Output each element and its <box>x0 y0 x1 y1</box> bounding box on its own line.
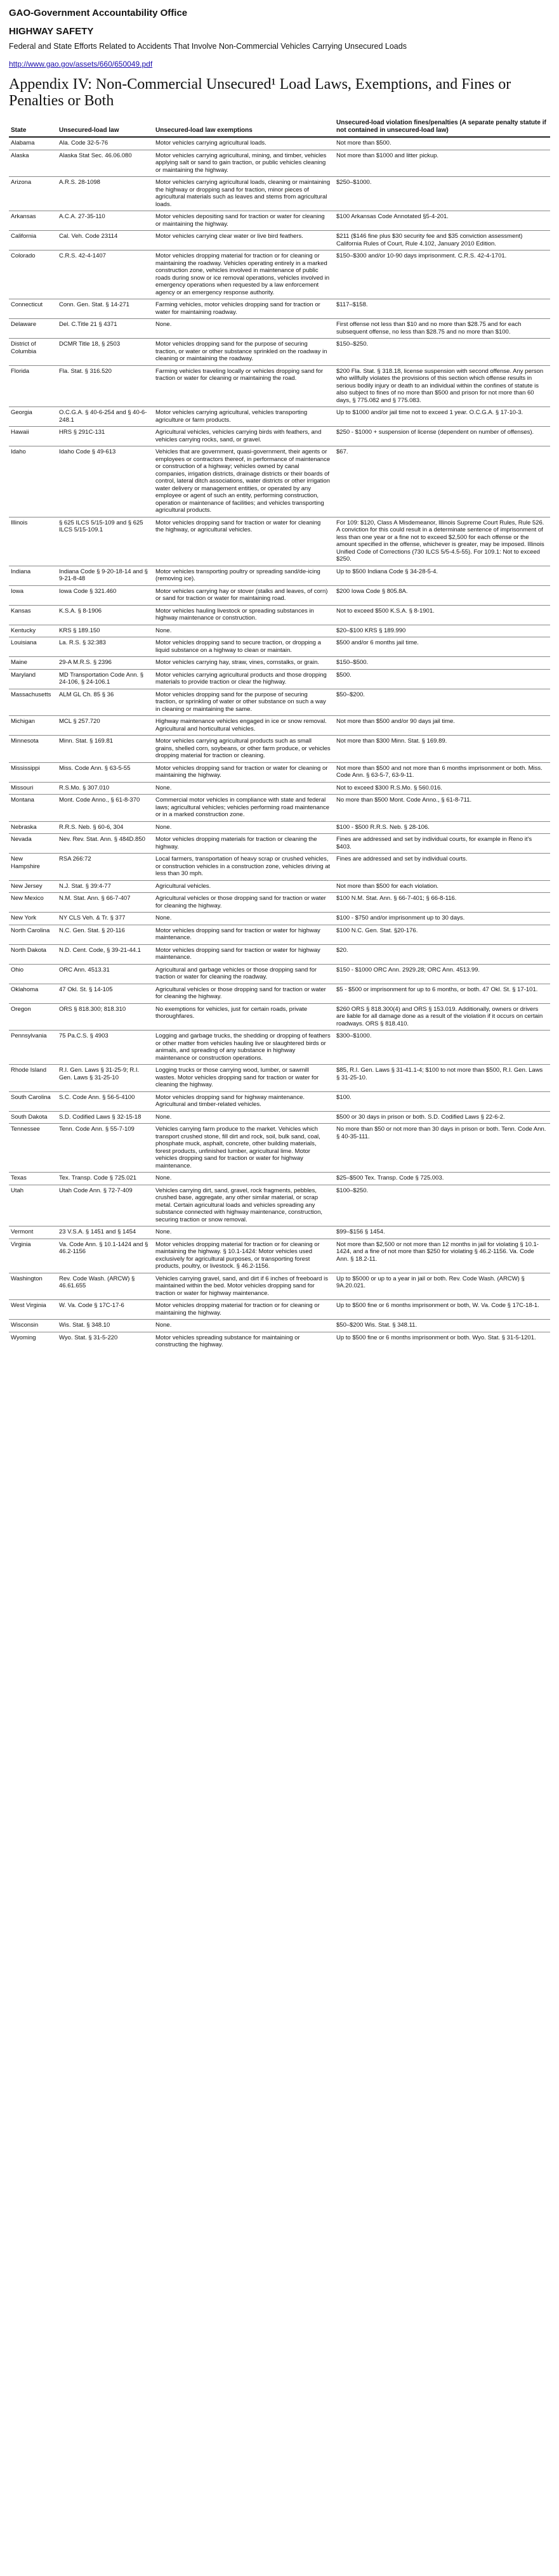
law-cell: Va. Code Ann. § 10.1-1424 and § 46.2-1156 <box>57 1239 154 1273</box>
table-row <box>9 669 550 689</box>
fines-cell: Fines are addressed and set by individual courts. <box>334 854 550 881</box>
law-cell: § 625 ILCS 5/15-109 and § 625 ILCS 5/15-109.1 <box>57 517 154 566</box>
state-cell: Maryland <box>9 669 57 689</box>
exemptions-cell: Agricultural and garbage vehicles or those dropping sand for traction or water for cleaning the roadway. <box>154 964 334 984</box>
exemptions-cell: None. <box>154 1320 334 1332</box>
report-pdf-link[interactable]: http://www.gao.gov/assets/660/650049.pdf <box>9 60 153 68</box>
exemptions-cell: Motor vehicles dropping sand for traction or water for highway maintenance. <box>154 925 334 944</box>
state-cell: Tennessee <box>9 1124 57 1173</box>
exemptions-cell: Motor vehicles carrying agricultural products and those dropping materials to provide traction or clear the highway. <box>154 669 334 689</box>
state-cell: Utah <box>9 1185 57 1226</box>
state-cell: Montana <box>9 795 57 822</box>
column-header-state: State <box>9 118 57 137</box>
state-cell: New Jersey <box>9 880 57 893</box>
exemptions-cell: None. <box>154 821 334 834</box>
exemptions-cell: Farming vehicles traveling locally or vehicles dropping sand for traction or water for cleaning or maintaining the road. <box>154 365 334 407</box>
exemptions-cell: No exemptions for vehicles, just for certain roads, private thoroughfares. <box>154 1003 334 1031</box>
exemptions-cell: Agricultural vehicles, vehicles carrying birds with feathers, and vehicles carrying rocks, sand, or gravel. <box>154 427 334 446</box>
exemptions-cell: Agricultural vehicles or those dropping sand for traction or water for cleaning the highway. <box>154 984 334 1003</box>
table-row <box>9 1226 550 1239</box>
fines-cell: Not more than $500 and/or 90 days jail time. <box>334 716 550 736</box>
table-row <box>9 177 550 211</box>
table-row <box>9 250 550 299</box>
law-cell: Cal. Veh. Code 23114 <box>57 231 154 250</box>
fines-cell: $250–$1000. <box>334 177 550 211</box>
table-row <box>9 1239 550 1273</box>
fines-cell: $150 - $1000 ORC Ann. 2929.28; ORC Ann. 4513.99. <box>334 964 550 984</box>
state-cell: Delaware <box>9 319 57 339</box>
column-header-law: Unsecured-load law <box>57 118 154 137</box>
table-row <box>9 407 550 427</box>
law-cell: ORC Ann. 4513.31 <box>57 964 154 984</box>
fines-cell: Not more than $500 and not more than 6 months imprisonment or both. Miss. Code Ann. § 63-5-7, 63-9-11. <box>334 762 550 782</box>
fines-cell: $150–$300 and/or 10-90 days imprisonment. C.R.S. 42-4-1701. <box>334 250 550 299</box>
table-body <box>9 137 550 1351</box>
table-row <box>9 1111 550 1124</box>
law-cell: R.R.S. Neb. § 60-6, 304 <box>57 821 154 834</box>
state-cell: Mississippi <box>9 762 57 782</box>
fines-cell: Up to $500 fine or 6 months imprisonment or both, W. Va. Code § 17C-18-1. <box>334 1300 550 1320</box>
table-row <box>9 854 550 881</box>
fines-cell: $200 Fla. Stat. § 318.18, license suspension with second offense. Any person who willfully violates the provisions of this section which offense results in serious bodily injury or death to an individual within the confines of statute is also subject to fines of no more than $500 and prison for not more than 60 days, § 775.082 and § 775.083. <box>334 365 550 407</box>
table-row <box>9 984 550 1003</box>
state-cell: Wyoming <box>9 1332 57 1351</box>
table-row <box>9 782 550 795</box>
exemptions-cell: Motor vehicles carrying agricultural, vehicles transporting agriculture or farm products. <box>154 407 334 427</box>
fines-cell: Not more than $500. <box>334 137 550 150</box>
law-cell: N.J. Stat. § 39:4-77 <box>57 880 154 893</box>
law-cell: N.C. Gen. Stat. § 20-116 <box>57 925 154 944</box>
table-row <box>9 795 550 822</box>
state-cell: North Carolina <box>9 925 57 944</box>
law-cell: Del. C.Title 21 § 4371 <box>57 319 154 339</box>
state-cell: New York <box>9 913 57 925</box>
state-cell: Nevada <box>9 834 57 854</box>
state-cell: Georgia <box>9 407 57 427</box>
state-cell: Minnesota <box>9 736 57 763</box>
state-cell: North Dakota <box>9 944 57 964</box>
exemptions-cell: Highway maintenance vehicles engaged in ice or snow removal. Agricultural and horticultural vehicles. <box>154 716 334 736</box>
table-row <box>9 299 550 319</box>
law-cell: DCMR Title 18, § 2503 <box>57 339 154 366</box>
law-cell: KRS § 189.150 <box>57 625 154 637</box>
state-cell: Pennsylvania <box>9 1031 57 1065</box>
state-cell: California <box>9 231 57 250</box>
fines-cell: $260 ORS § 818.300(4) and ORS § 153.019. Additionally, owners or drivers are liable for all damage done as a result of the violation if it occurs on certain roadways. ORS § 818.410. <box>334 1003 550 1031</box>
exemptions-cell: Motor vehicles dropping sand for traction or water for highway maintenance. <box>154 944 334 964</box>
state-cell: Massachusetts <box>9 689 57 716</box>
law-cell: Ala. Code 32-5-76 <box>57 137 154 150</box>
state-cell: Nebraska <box>9 821 57 834</box>
table-header-row <box>9 118 550 137</box>
law-cell: Mont. Code Anno., § 61-8-370 <box>57 795 154 822</box>
fines-cell: $50–$200 Wis. Stat. § 348.11. <box>334 1320 550 1332</box>
table-row <box>9 1065 550 1092</box>
state-cell: Arizona <box>9 177 57 211</box>
state-cell: Florida <box>9 365 57 407</box>
fines-cell: Not to exceed $500 K.S.A. § 8-1901. <box>334 605 550 625</box>
exemptions-cell: Vehicles carrying farm produce to the market. Vehicles which transport crushed stone, fill dirt and rock, soil, bulk sand, coal, phosphate muck, asphalt, concrete, other building materials, forest products, unfinished lumber, agricultural lime. Motor vehicles dropping sand for traction or water for highway maintenance. <box>154 1124 334 1173</box>
fines-cell: Up to $500 fine or 6 months imprisonment or both. Wyo. Stat. § 31-5-1201. <box>334 1332 550 1351</box>
law-cell: Alaska Stat Sec. 46.06.080 <box>57 150 154 177</box>
state-cell: New Hampshire <box>9 854 57 881</box>
exemptions-cell: Motor vehicles carrying agricultural, mining, and timber, vehicles applying salt or sand to gain traction, or public vehicles cleaning or maintaining the highway. <box>154 150 334 177</box>
state-cell: Connecticut <box>9 299 57 319</box>
table-row <box>9 1273 550 1300</box>
law-cell: Miss. Code Ann. § 63-5-55 <box>57 762 154 782</box>
fines-cell: Not more than $2,500 or not more than 12 months in jail for violating § 10.1-1424, and a fine of not more than $250 for violating § 46.2-1156. Va. Code Ann. § 18.2-11. <box>334 1239 550 1273</box>
exemptions-cell: Logging and garbage trucks, the shedding or dropping of feathers or other matter from vehicles hauling live or slaughtered birds or animals, and spreading of any substance in highway maintenance or construction operations. <box>154 1031 334 1065</box>
table-row <box>9 944 550 964</box>
fines-cell: First offense not less than $10 and no more than $28.75 and for each subsequent offense, no less than $28.75 and no more than $100. <box>334 319 550 339</box>
table-row <box>9 821 550 834</box>
document-header <box>0 0 559 109</box>
fines-cell: $100–$250. <box>334 1185 550 1226</box>
exemptions-cell: Motor vehicles carrying agricultural loads, cleaning or maintaining the highway or dropping sand for traction, minor pieces of agricultural materials such as leaves and stems from agricultural loads. <box>154 177 334 211</box>
fines-cell: $50–$200. <box>334 689 550 716</box>
fines-cell: No more than $500 Mont. Code Anno., § 61-8-711. <box>334 795 550 822</box>
exemptions-cell: Motor vehicles dropping sand for traction or water for cleaning the highway, or agricultural vehicles. <box>154 517 334 566</box>
table-row <box>9 716 550 736</box>
law-cell: Fla. Stat. § 316.520 <box>57 365 154 407</box>
column-header-fines: Unsecured-load violation fines/penalties (A separate penalty statute if not contained in unsecured-load law) <box>334 118 550 137</box>
state-cell: Alaska <box>9 150 57 177</box>
fines-cell: $100 - $750 and/or imprisonment up to 30 days. <box>334 913 550 925</box>
state-cell: Virginia <box>9 1239 57 1273</box>
law-cell: C.R.S. 42-4-1407 <box>57 250 154 299</box>
table-row <box>9 637 550 657</box>
state-cell: Oklahoma <box>9 984 57 1003</box>
exemptions-cell: None. <box>154 625 334 637</box>
table-row <box>9 150 550 177</box>
law-cell: Indiana Code § 9-20-18-14 and § 9-21-8-48 <box>57 566 154 585</box>
table-row <box>9 137 550 150</box>
state-cell: District of Columbia <box>9 339 57 366</box>
table-row <box>9 925 550 944</box>
law-cell: A.C.A. 27-35-110 <box>57 211 154 231</box>
table-row <box>9 657 550 670</box>
exemptions-cell: Motor vehicles spreading substance for maintaining or constructing the highway. <box>154 1332 334 1351</box>
state-cell: Michigan <box>9 716 57 736</box>
fines-cell: Up to $1000 and/or jail time not to exceed 1 year. O.C.G.A. § 17-10-3. <box>334 407 550 427</box>
law-cell: Utah Code Ann. § 72-7-409 <box>57 1185 154 1226</box>
law-cell: RSA 266:72 <box>57 854 154 881</box>
law-cell: Tex. Transp. Code § 725.021 <box>57 1173 154 1185</box>
fines-cell: Not more than $300 Minn. Stat. § 169.89. <box>334 736 550 763</box>
exemptions-cell: Motor vehicles dropping material for traction or for cleaning or maintaining the highway. <box>154 1300 334 1320</box>
exemptions-cell: Agricultural vehicles or those dropping sand for traction or water for cleaning the highway. <box>154 893 334 913</box>
exemptions-cell: Motor vehicles carrying hay or stover (stalks and leaves, of corn) or sand for traction or water for maintaining road. <box>154 585 334 605</box>
table-row <box>9 1320 550 1332</box>
state-cell: Kentucky <box>9 625 57 637</box>
table-row <box>9 736 550 763</box>
table-row <box>9 893 550 913</box>
law-cell: 29-A M.R.S. § 2396 <box>57 657 154 670</box>
fines-cell: $85, R.I. Gen. Laws § 31-41.1-4; $100 to not more than $500, R.I. Gen. Laws § 31-25-10. <box>334 1065 550 1092</box>
fines-cell: Up to $500 Indiana Code § 34-28-5-4. <box>334 566 550 585</box>
law-cell: Rev. Code Wash. (ARCW) § 46.61.655 <box>57 1273 154 1300</box>
state-cell: Colorado <box>9 250 57 299</box>
exemptions-cell: Local farmers, transportation of heavy scrap or crushed vehicles, or construction vehicles in a construction zone, vehicles driving at less than 30 mph. <box>154 854 334 881</box>
exemptions-cell: Motor vehicles carrying agricultural products such as small grains, shelled corn, soybeans, or other farm produce, or vehicles dropping material for traction or cleaning. <box>154 736 334 763</box>
fines-cell: Up to $5000 or up to a year in jail or both. Rev. Code Wash. (ARCW) § 9A.20.021. <box>334 1273 550 1300</box>
exemptions-cell: Motor vehicles dropping sand to secure traction, or dropping a liquid substance on a highway to clean or maintain. <box>154 637 334 657</box>
exemptions-cell: Agricultural vehicles. <box>154 880 334 893</box>
law-cell: NY CLS Veh. & Tr. § 377 <box>57 913 154 925</box>
law-cell: R.S.Mo. § 307.010 <box>57 782 154 795</box>
table-row <box>9 880 550 893</box>
exemptions-cell: Motor vehicles dropping sand for traction or water for cleaning or maintaining the highway. <box>154 762 334 782</box>
law-cell: Idaho Code § 49-613 <box>57 446 154 517</box>
exemptions-cell: Vehicles carrying gravel, sand, and dirt if 6 inches of freeboard is maintained within the bed. Motor vehicles dropping sand for traction or water for highway maintenance. <box>154 1273 334 1300</box>
column-header-exemptions: Unsecured-load law exemptions <box>154 118 334 137</box>
appendix-title: Appendix IV: Non-Commercial Unsecured¹ Load Laws, Exemptions, and Fines or Penalties or Both <box>9 76 511 109</box>
exemptions-cell: None. <box>154 1173 334 1185</box>
fines-cell: $20. <box>334 944 550 964</box>
law-cell: MCL § 257.720 <box>57 716 154 736</box>
state-cell: Idaho <box>9 446 57 517</box>
state-cell: Missouri <box>9 782 57 795</box>
table-row <box>9 1173 550 1185</box>
org-name: GAO-Government Accountability Office <box>9 8 188 18</box>
law-cell: O.C.G.A. § 40-6-254 and § 40-6-248.1 <box>57 407 154 427</box>
state-cell: Ohio <box>9 964 57 984</box>
law-cell: Minn. Stat. § 169.81 <box>57 736 154 763</box>
fines-cell: $100 - $500 R.R.S. Neb. § 28-106. <box>334 821 550 834</box>
fines-cell: $100 N.C. Gen. Stat. §20-176. <box>334 925 550 944</box>
law-cell: Iowa Code § 321.460 <box>57 585 154 605</box>
exemptions-cell: Vehicles that are government, quasi-government, their agents or employees or contractors thereof, in performance of maintenance or construction of a highway; vehicles owned by canal companies, irrigation districts, drainage districts or their boards of control, lateral ditch associations, water districts or other irrigation water delivery or management entities, or operated by any employee or agent of such an entity, performing construction, operation or maintenance of facilities; and vehicles transporting agricultural products. <box>154 446 334 517</box>
table-row <box>9 1003 550 1031</box>
exemptions-cell: Motor vehicles carrying clear water or live bird feathers. <box>154 231 334 250</box>
law-cell: N.D. Cent. Code, § 39-21-44.1 <box>57 944 154 964</box>
table-row <box>9 964 550 984</box>
report-subject: HIGHWAY SAFETY <box>9 26 94 37</box>
state-cell: Maine <box>9 657 57 670</box>
fines-cell: $500. <box>334 669 550 689</box>
state-cell: Iowa <box>9 585 57 605</box>
state-laws-table <box>9 118 550 1351</box>
fines-cell: $20–$100 KRS § 189.990 <box>334 625 550 637</box>
table-row <box>9 834 550 854</box>
law-cell: R.I. Gen. Laws § 31-25-9; R.I. Gen. Laws § 31-25-10 <box>57 1065 154 1092</box>
table-row <box>9 517 550 566</box>
fines-cell: No more than $50 or not more than 30 days in prison or both. Tenn. Code Ann. § 40-35-111. <box>334 1124 550 1173</box>
fines-cell: $250 - $1000 + suspension of license (dependent on number of offenses). <box>334 427 550 446</box>
state-cell: Rhode Island <box>9 1065 57 1092</box>
state-cell: New Mexico <box>9 893 57 913</box>
law-cell: Wyo. Stat. § 31-5-220 <box>57 1332 154 1351</box>
exemptions-cell: Motor vehicles depositing sand for traction or water for cleaning or maintaining the highway. <box>154 211 334 231</box>
state-cell: Oregon <box>9 1003 57 1031</box>
law-cell: MD Transportation Code Ann. § 24-106, § 24-106.1 <box>57 669 154 689</box>
fines-cell: $200 Iowa Code § 805.8A. <box>334 585 550 605</box>
table-row <box>9 1031 550 1065</box>
fines-cell: $99–$156 § 1454. <box>334 1226 550 1239</box>
state-cell: Kansas <box>9 605 57 625</box>
table-row <box>9 1091 550 1111</box>
fines-cell: $5 - $500 or imprisonment for up to 6 months, or both. 47 Okl. St. § 17-101. <box>334 984 550 1003</box>
state-cell: Louisiana <box>9 637 57 657</box>
fines-cell: $117–$158. <box>334 299 550 319</box>
fines-cell: $100 Arkansas Code Annotated §5-4-201. <box>334 211 550 231</box>
state-cell: Wisconsin <box>9 1320 57 1332</box>
fines-cell: Not to exceed $300 R.S.Mo. § 560.016. <box>334 782 550 795</box>
state-cell: Hawaii <box>9 427 57 446</box>
table-row <box>9 762 550 782</box>
fines-cell: $500 or 30 days in prison or both. S.D. Codified Laws § 22-6-2. <box>334 1111 550 1124</box>
exemptions-cell: Motor vehicles dropping sand for the purpose of securing traction, or sprinkling of water or other substance on such a way in cleaning or maintaining the same. <box>154 689 334 716</box>
law-cell: Wis. Stat. § 348.10 <box>57 1320 154 1332</box>
law-cell: Nev. Rev. Stat. Ann. § 484D.850 <box>57 834 154 854</box>
law-cell: A.R.S. 28-1098 <box>57 177 154 211</box>
exemptions-cell: Vehicles carrying dirt, sand, gravel, rock fragments, pebbles, crushed base, aggregate, any other similar material, or scrap metal. Certain agricultural loads and vehicles spreading any substance connected with highway maintenance, construction, securing traction or snow removal. <box>154 1185 334 1226</box>
table-row <box>9 231 550 250</box>
state-cell: West Virginia <box>9 1300 57 1320</box>
state-cell: Arkansas <box>9 211 57 231</box>
law-cell: ALM GL Ch. 85 § 36 <box>57 689 154 716</box>
fines-cell: $500 and/or 6 months jail time. <box>334 637 550 657</box>
law-cell: La. R.S. § 32:383 <box>57 637 154 657</box>
law-cell: N.M. Stat. Ann. § 66-7-407 <box>57 893 154 913</box>
state-cell: Illinois <box>9 517 57 566</box>
exemptions-cell: Motor vehicles dropping material for traction or for cleaning or maintaining the highway. § 10.1-1424: Motor vehicles used exclusively for agricultural purposes, or transporting forest products, poultry, or livestock. § 46.2-1156. <box>154 1239 334 1273</box>
table-row <box>9 1300 550 1320</box>
table-row <box>9 1332 550 1351</box>
table-row <box>9 211 550 231</box>
law-cell: K.S.A. § 8-1906 <box>57 605 154 625</box>
fines-cell: Not more than $500 for each violation. <box>334 880 550 893</box>
exemptions-cell: Commercial motor vehicles in compliance with state and federal laws; agricultural vehicles; vehicles performing road maintenance or in a marked construction zone. <box>154 795 334 822</box>
table-row <box>9 566 550 585</box>
table-row <box>9 625 550 637</box>
exemptions-cell: None. <box>154 319 334 339</box>
fines-cell: $150–$500. <box>334 657 550 670</box>
table-row <box>9 427 550 446</box>
law-cell: HRS § 291C-131 <box>57 427 154 446</box>
exemptions-cell: Motor vehicles transporting poultry or spreading sand/de-icing (removing ice). <box>154 566 334 585</box>
table-row <box>9 689 550 716</box>
state-cell: Texas <box>9 1173 57 1185</box>
table-row <box>9 319 550 339</box>
state-cell: Indiana <box>9 566 57 585</box>
table-row <box>9 446 550 517</box>
exemptions-cell: Motor vehicles carrying hay, straw, vines, cornstalks, or grain. <box>154 657 334 670</box>
exemptions-cell: Motor vehicles hauling livestock or spreading substances in highway maintenance or construction. <box>154 605 334 625</box>
law-cell: Conn. Gen. Stat. § 14-271 <box>57 299 154 319</box>
exemptions-cell: None. <box>154 1111 334 1124</box>
law-cell: 23 V.S.A. § 1451 and § 1454 <box>57 1226 154 1239</box>
law-cell: ORS § 818.300; 818.310 <box>57 1003 154 1031</box>
exemptions-cell: Farming vehicles, motor vehicles dropping sand for traction or water for maintaining roadway. <box>154 299 334 319</box>
exemptions-cell: Logging trucks or those carrying wood, lumber, or sawmill wastes. Motor vehicles dropping sand for traction or water for cleaning the highway. <box>154 1065 334 1092</box>
table-row <box>9 913 550 925</box>
table-row <box>9 1124 550 1173</box>
law-cell: 75 Pa.C.S. § 4903 <box>57 1031 154 1065</box>
law-cell: W. Va. Code § 17C-17-6 <box>57 1300 154 1320</box>
law-cell: S.C. Code Ann. § 56-5-4100 <box>57 1091 154 1111</box>
law-cell: Tenn. Code Ann. § 55-7-109 <box>57 1124 154 1173</box>
table-row <box>9 585 550 605</box>
fines-cell: $150–$250. <box>334 339 550 366</box>
table-row <box>9 605 550 625</box>
fines-cell: $100 N.M. Stat. Ann. § 66-7-401; § 66-8-116. <box>334 893 550 913</box>
fines-cell: For 109: $120, Class A Misdemeanor, Illinois Supreme Court Rules, Rule 526. A conviction for this could result in a determinate sentence of imprisonment of less than one year or a fine not to exceed $2,500 for each offense or the amount specified in the offense, whichever is greater, may be imposed. Illinois Unified Code of Corrections (730 ILCS 5/5-4.5-55). For 109.1: Not to exceed $250. <box>334 517 550 566</box>
exemptions-cell: Motor vehicles dropping sand for highway maintenance. Agricultural and timber-related vehicles. <box>154 1091 334 1111</box>
exemptions-cell: None. <box>154 782 334 795</box>
law-cell: S.D. Codified Laws § 32-15-18 <box>57 1111 154 1124</box>
fines-cell: $100. <box>334 1091 550 1111</box>
state-cell: South Carolina <box>9 1091 57 1111</box>
table-row <box>9 339 550 366</box>
fines-cell: Fines are addressed and set by individual courts, for example in Reno it's $403. <box>334 834 550 854</box>
fines-cell: Not more than $1000 and litter pickup. <box>334 150 550 177</box>
exemptions-cell: None. <box>154 913 334 925</box>
fines-cell: $300–$1000. <box>334 1031 550 1065</box>
exemptions-cell: Motor vehicles dropping material for traction or for cleaning or maintaining the roadway. Vehicles operating entirely in a marked construction zone, vehicles involved in maintenance of public roads during snow or ice removal operations, vehicles involved in emergency operations when requested by a law enforcement agency or an emergency response authority. <box>154 250 334 299</box>
law-cell: 47 Okl. St. § 14-105 <box>57 984 154 1003</box>
table-row <box>9 1185 550 1226</box>
fines-cell: $67. <box>334 446 550 517</box>
state-cell: South Dakota <box>9 1111 57 1124</box>
fines-cell: $211 ($146 fine plus $30 security fee and $35 conviction assessment) California Rules of Court, Rule 4.102, January 2010 Edition. <box>334 231 550 250</box>
state-cell: Vermont <box>9 1226 57 1239</box>
state-cell: Alabama <box>9 137 57 150</box>
exemptions-cell: Motor vehicles dropping sand for the purpose of securing traction, or water or other substance sprinkled on the roadway in cleaning or maintaining the roadway. <box>154 339 334 366</box>
exemptions-cell: None. <box>154 1226 334 1239</box>
fines-cell: $25–$500 Tex. Transp. Code § 725.003. <box>334 1173 550 1185</box>
report-description: Federal and State Efforts Related to Accidents That Involve Non-Commercial Vehicles Carrying Unsecured Loads <box>9 42 407 51</box>
state-cell: Washington <box>9 1273 57 1300</box>
exemptions-cell: Motor vehicles carrying agricultural loads. <box>154 137 334 150</box>
exemptions-cell: Motor vehicles dropping materials for traction or cleaning the highway. <box>154 834 334 854</box>
table-row <box>9 365 550 407</box>
